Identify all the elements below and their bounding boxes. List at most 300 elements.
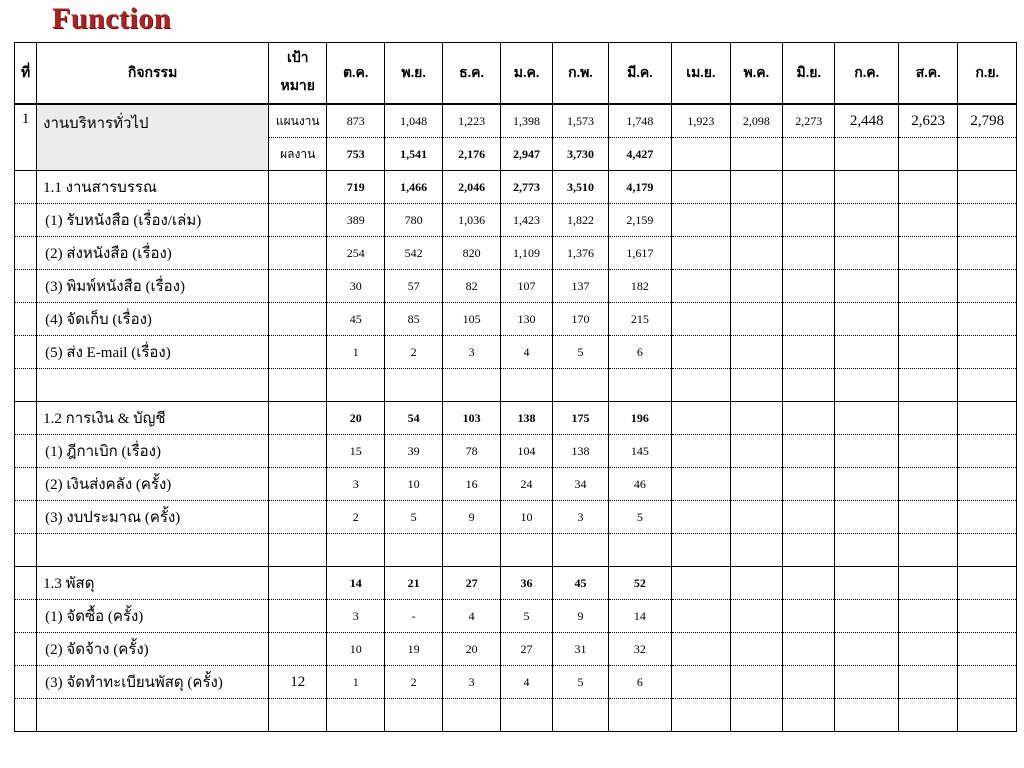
- value-cell: 6: [608, 666, 672, 699]
- table-row: [15, 534, 1017, 567]
- value-cell: [672, 633, 730, 666]
- value-cell: [672, 237, 730, 270]
- row-number-cell: [15, 204, 37, 237]
- activity-label: (4) จัดเก็บ (เรื่อง): [37, 303, 269, 336]
- header-month: พ.ย.: [384, 43, 442, 105]
- value-cell: [898, 468, 957, 501]
- table-row: [15, 600, 1017, 633]
- result-cell: [958, 138, 1017, 171]
- activity-label: (3) จัดทำทะเบียนพัสดุ (ครั้ง): [37, 666, 269, 699]
- value-cell: [958, 468, 1017, 501]
- value-cell: 170: [553, 303, 608, 336]
- value-cell: -: [384, 600, 442, 633]
- value-cell: 3: [443, 666, 500, 699]
- value-cell: [898, 204, 957, 237]
- value-cell: 138: [500, 402, 552, 435]
- value-cell: [384, 369, 442, 402]
- value-cell: 46: [608, 468, 672, 501]
- plan-cell: 1,748: [608, 104, 672, 138]
- value-cell: 5: [500, 600, 552, 633]
- value-cell: 4,179: [608, 171, 672, 204]
- value-cell: 27: [500, 633, 552, 666]
- table-row: [15, 237, 1017, 270]
- value-cell: 5: [553, 666, 608, 699]
- header-month: พ.ค.: [730, 43, 782, 105]
- result-cell: 3,730: [553, 138, 608, 171]
- value-cell: 3: [327, 600, 384, 633]
- value-cell: [898, 534, 957, 567]
- value-cell: 15: [327, 435, 384, 468]
- value-cell: 85: [384, 303, 442, 336]
- value-cell: [835, 600, 899, 633]
- value-cell: [898, 237, 957, 270]
- value-cell: [958, 600, 1017, 633]
- value-cell: [672, 468, 730, 501]
- value-cell: [783, 666, 835, 699]
- value-cell: 52: [608, 567, 672, 600]
- value-cell: [783, 633, 835, 666]
- activity-label: 1.2 การเงิน & บัญชี: [37, 402, 269, 435]
- value-cell: [898, 303, 957, 336]
- section-plan-row: [15, 104, 1017, 138]
- value-cell: 1: [327, 666, 384, 699]
- value-cell: 2,046: [443, 171, 500, 204]
- value-cell: [327, 369, 384, 402]
- value-cell: [730, 699, 782, 732]
- value-cell: 4: [500, 666, 552, 699]
- row-number-cell: [15, 435, 37, 468]
- value-cell: [672, 666, 730, 699]
- result-cell: 2,176: [443, 138, 500, 171]
- value-cell: [835, 699, 899, 732]
- value-cell: 34: [553, 468, 608, 501]
- value-cell: [672, 204, 730, 237]
- value-cell: [835, 468, 899, 501]
- value-cell: 254: [327, 237, 384, 270]
- value-cell: 137: [553, 270, 608, 303]
- value-cell: 4: [443, 600, 500, 633]
- plan-cell: 1,573: [553, 104, 608, 138]
- value-cell: 30: [327, 270, 384, 303]
- value-cell: [958, 435, 1017, 468]
- value-cell: 719: [327, 171, 384, 204]
- header-month: ต.ค.: [327, 43, 384, 105]
- value-cell: 3: [327, 468, 384, 501]
- value-cell: [384, 534, 442, 567]
- target-cell: [269, 204, 327, 237]
- value-cell: [730, 303, 782, 336]
- value-cell: 19: [384, 633, 442, 666]
- value-cell: [898, 402, 957, 435]
- activity-label: [37, 699, 269, 732]
- value-cell: 389: [327, 204, 384, 237]
- value-cell: [672, 336, 730, 369]
- plan-cell: 2,273: [783, 104, 835, 138]
- value-cell: [783, 237, 835, 270]
- value-cell: 3: [553, 501, 608, 534]
- value-cell: 2,159: [608, 204, 672, 237]
- value-cell: 10: [500, 501, 552, 534]
- value-cell: [553, 369, 608, 402]
- value-cell: [608, 699, 672, 732]
- value-cell: [730, 567, 782, 600]
- value-cell: 138: [553, 435, 608, 468]
- result-cell: [898, 138, 957, 171]
- row-number-cell: [15, 534, 37, 567]
- result-cell: 753: [327, 138, 384, 171]
- plan-cell: 1,923: [672, 104, 730, 138]
- activity-label: 1.3 พัสดุ: [37, 567, 269, 600]
- value-cell: 78: [443, 435, 500, 468]
- value-cell: [898, 435, 957, 468]
- value-cell: [730, 534, 782, 567]
- value-cell: [730, 402, 782, 435]
- value-cell: [672, 534, 730, 567]
- value-cell: [608, 369, 672, 402]
- value-cell: 82: [443, 270, 500, 303]
- value-cell: 45: [327, 303, 384, 336]
- header-month: ส.ค.: [898, 43, 957, 105]
- activity-label: [37, 534, 269, 567]
- header-month: ม.ค.: [500, 43, 552, 105]
- plan-cell: 2,098: [730, 104, 782, 138]
- header-no: ที่: [15, 43, 37, 105]
- result-cell: 1,541: [384, 138, 442, 171]
- value-cell: [783, 534, 835, 567]
- value-cell: [898, 270, 957, 303]
- table-row: [15, 699, 1017, 732]
- activity-label: (3) งบประมาณ (ครั้ง): [37, 501, 269, 534]
- table-row: [15, 666, 1017, 699]
- activity-label: [37, 369, 269, 402]
- value-cell: [500, 534, 552, 567]
- value-cell: [898, 699, 957, 732]
- value-cell: 36: [500, 567, 552, 600]
- target-cell: [269, 468, 327, 501]
- result-cell: [730, 138, 782, 171]
- row-number-cell: [15, 369, 37, 402]
- result-label: ผลงาน: [269, 138, 327, 171]
- value-cell: [672, 699, 730, 732]
- plan-label: แผนงาน: [269, 104, 327, 138]
- value-cell: [730, 336, 782, 369]
- value-cell: [898, 567, 957, 600]
- activity-label: (1) รับหนังสือ (เรื่อง/เล่ม): [37, 204, 269, 237]
- value-cell: [730, 600, 782, 633]
- value-cell: [958, 501, 1017, 534]
- result-cell: 4,427: [608, 138, 672, 171]
- activity-label: (1) ฎีกาเบิก (เรื่อง): [37, 435, 269, 468]
- page-title: Function: [52, 2, 172, 35]
- value-cell: 1,109: [500, 237, 552, 270]
- value-cell: 175: [553, 402, 608, 435]
- value-cell: 14: [327, 567, 384, 600]
- target-cell: [269, 633, 327, 666]
- value-cell: [835, 204, 899, 237]
- value-cell: 820: [443, 237, 500, 270]
- value-cell: [730, 501, 782, 534]
- row-number-cell: [15, 171, 37, 204]
- row-number-cell: [15, 633, 37, 666]
- value-cell: [958, 171, 1017, 204]
- value-cell: [958, 336, 1017, 369]
- value-cell: 1,423: [500, 204, 552, 237]
- target-cell: [269, 336, 327, 369]
- header-month: มี.ค.: [608, 43, 672, 105]
- plan-cell: 1,048: [384, 104, 442, 138]
- value-cell: [500, 369, 552, 402]
- value-cell: [783, 468, 835, 501]
- value-cell: [783, 402, 835, 435]
- value-cell: 5: [384, 501, 442, 534]
- activity-label: (2) เงินส่งคลัง (ครั้ง): [37, 468, 269, 501]
- row-number-cell: [15, 567, 37, 600]
- value-cell: [730, 171, 782, 204]
- value-cell: [783, 369, 835, 402]
- row-number-cell: [15, 699, 37, 732]
- value-cell: [553, 534, 608, 567]
- activity-table: [14, 42, 1017, 732]
- value-cell: [898, 336, 957, 369]
- row-number-cell: [15, 501, 37, 534]
- value-cell: [500, 699, 552, 732]
- target-cell: [269, 402, 327, 435]
- target-cell: [269, 600, 327, 633]
- section-label: งานบริหารทั่วไป: [37, 104, 269, 171]
- value-cell: [835, 237, 899, 270]
- value-cell: 54: [384, 402, 442, 435]
- value-cell: [958, 633, 1017, 666]
- value-cell: 20: [443, 633, 500, 666]
- row-number-cell: [15, 303, 37, 336]
- header-month: มิ.ย.: [783, 43, 835, 105]
- value-cell: 780: [384, 204, 442, 237]
- value-cell: [958, 204, 1017, 237]
- value-cell: [384, 699, 442, 732]
- value-cell: [730, 435, 782, 468]
- value-cell: [672, 402, 730, 435]
- plan-cell: 2,623: [898, 104, 957, 138]
- value-cell: [730, 204, 782, 237]
- value-cell: 45: [553, 567, 608, 600]
- row-number-cell: [15, 270, 37, 303]
- value-cell: 27: [443, 567, 500, 600]
- value-cell: [898, 171, 957, 204]
- value-cell: [783, 699, 835, 732]
- target-cell: [269, 567, 327, 600]
- value-cell: 10: [384, 468, 442, 501]
- value-cell: [958, 699, 1017, 732]
- result-cell: 2,947: [500, 138, 552, 171]
- value-cell: 1,617: [608, 237, 672, 270]
- value-cell: [672, 600, 730, 633]
- value-cell: 3: [443, 336, 500, 369]
- row-number-cell: [15, 237, 37, 270]
- value-cell: [443, 699, 500, 732]
- activity-label: (2) จัดจ้าง (ครั้ง): [37, 633, 269, 666]
- table-row: [15, 270, 1017, 303]
- value-cell: [835, 270, 899, 303]
- plan-cell: 2,448: [835, 104, 899, 138]
- value-cell: 16: [443, 468, 500, 501]
- value-cell: [730, 237, 782, 270]
- value-cell: [730, 633, 782, 666]
- row-number-cell: [15, 336, 37, 369]
- activity-label: (5) ส่ง E-mail (เรื่อง): [37, 336, 269, 369]
- plan-cell: 1,398: [500, 104, 552, 138]
- table-row: [15, 402, 1017, 435]
- plan-cell: 1,223: [443, 104, 500, 138]
- value-cell: 215: [608, 303, 672, 336]
- target-cell: [269, 270, 327, 303]
- value-cell: [835, 567, 899, 600]
- value-cell: [835, 336, 899, 369]
- value-cell: [443, 534, 500, 567]
- value-cell: [672, 501, 730, 534]
- value-cell: [783, 204, 835, 237]
- table-row: [15, 336, 1017, 369]
- value-cell: [898, 666, 957, 699]
- value-cell: 9: [443, 501, 500, 534]
- plan-cell: 873: [327, 104, 384, 138]
- result-cell: [672, 138, 730, 171]
- target-cell: [269, 369, 327, 402]
- value-cell: 1,376: [553, 237, 608, 270]
- activity-label: (3) พิมพ์หนังสือ (เรื่อง): [37, 270, 269, 303]
- value-cell: 1: [327, 336, 384, 369]
- value-cell: [730, 369, 782, 402]
- value-cell: 9: [553, 600, 608, 633]
- value-cell: 1,822: [553, 204, 608, 237]
- row-number-cell: [15, 468, 37, 501]
- value-cell: 2: [384, 666, 442, 699]
- value-cell: 5: [553, 336, 608, 369]
- value-cell: [835, 435, 899, 468]
- value-cell: 182: [608, 270, 672, 303]
- target-cell: [269, 501, 327, 534]
- value-cell: 145: [608, 435, 672, 468]
- value-cell: [958, 534, 1017, 567]
- value-cell: [672, 171, 730, 204]
- value-cell: [958, 237, 1017, 270]
- table-row: [15, 303, 1017, 336]
- value-cell: [608, 534, 672, 567]
- value-cell: [730, 666, 782, 699]
- value-cell: 105: [443, 303, 500, 336]
- value-cell: 2: [327, 501, 384, 534]
- value-cell: [898, 369, 957, 402]
- header-target-line2: หมาย: [280, 79, 315, 94]
- value-cell: 3,510: [553, 171, 608, 204]
- value-cell: [553, 699, 608, 732]
- activity-label: (2) ส่งหนังสือ (เรื่อง): [37, 237, 269, 270]
- value-cell: [730, 270, 782, 303]
- value-cell: 130: [500, 303, 552, 336]
- section-number: 1: [15, 104, 37, 171]
- table-row: [15, 369, 1017, 402]
- target-cell: [269, 534, 327, 567]
- value-cell: 5: [608, 501, 672, 534]
- value-cell: [783, 501, 835, 534]
- value-cell: [835, 303, 899, 336]
- value-cell: 20: [327, 402, 384, 435]
- table-row: [15, 633, 1017, 666]
- value-cell: 104: [500, 435, 552, 468]
- value-cell: [835, 633, 899, 666]
- value-cell: [958, 567, 1017, 600]
- value-cell: [672, 369, 730, 402]
- result-cell: [783, 138, 835, 171]
- value-cell: 1,036: [443, 204, 500, 237]
- table-row: [15, 204, 1017, 237]
- value-cell: 14: [608, 600, 672, 633]
- value-cell: 1,466: [384, 171, 442, 204]
- value-cell: [783, 336, 835, 369]
- value-cell: [958, 402, 1017, 435]
- value-cell: 196: [608, 402, 672, 435]
- table-row: [15, 567, 1017, 600]
- value-cell: [958, 303, 1017, 336]
- header-month: ธ.ค.: [443, 43, 500, 105]
- value-cell: 103: [443, 402, 500, 435]
- plan-cell: 2,798: [958, 104, 1017, 138]
- header-month: เม.ย.: [672, 43, 730, 105]
- value-cell: [835, 666, 899, 699]
- value-cell: [835, 402, 899, 435]
- result-cell: [835, 138, 899, 171]
- value-cell: [672, 303, 730, 336]
- value-cell: [898, 501, 957, 534]
- row-number-cell: [15, 666, 37, 699]
- value-cell: [958, 270, 1017, 303]
- value-cell: 32: [608, 633, 672, 666]
- value-cell: [672, 435, 730, 468]
- value-cell: 21: [384, 567, 442, 600]
- value-cell: 57: [384, 270, 442, 303]
- value-cell: [783, 171, 835, 204]
- value-cell: [958, 369, 1017, 402]
- value-cell: [730, 468, 782, 501]
- value-cell: [835, 171, 899, 204]
- header-target-line1: เป้า: [286, 51, 309, 66]
- value-cell: 6: [608, 336, 672, 369]
- value-cell: 24: [500, 468, 552, 501]
- value-cell: [835, 369, 899, 402]
- target-cell: [269, 171, 327, 204]
- target-cell: [269, 699, 327, 732]
- value-cell: [783, 435, 835, 468]
- value-cell: [835, 501, 899, 534]
- value-cell: [783, 270, 835, 303]
- header-month: ก.พ.: [553, 43, 608, 105]
- row-number-cell: [15, 402, 37, 435]
- value-cell: 10: [327, 633, 384, 666]
- header-target: [269, 43, 327, 105]
- header-activity: กิจกรรม: [37, 43, 269, 105]
- header-month: ก.ย.: [958, 43, 1017, 105]
- target-cell: [269, 237, 327, 270]
- value-cell: 2,773: [500, 171, 552, 204]
- value-cell: 2: [384, 336, 442, 369]
- value-cell: 39: [384, 435, 442, 468]
- table-row: [15, 468, 1017, 501]
- target-cell: [269, 303, 327, 336]
- value-cell: [672, 270, 730, 303]
- activity-label: (1) จัดซื้อ (ครั้ง): [37, 600, 269, 633]
- activity-label: 1.1 งานสารบรรณ: [37, 171, 269, 204]
- header-month: ก.ค.: [835, 43, 899, 105]
- value-cell: [327, 534, 384, 567]
